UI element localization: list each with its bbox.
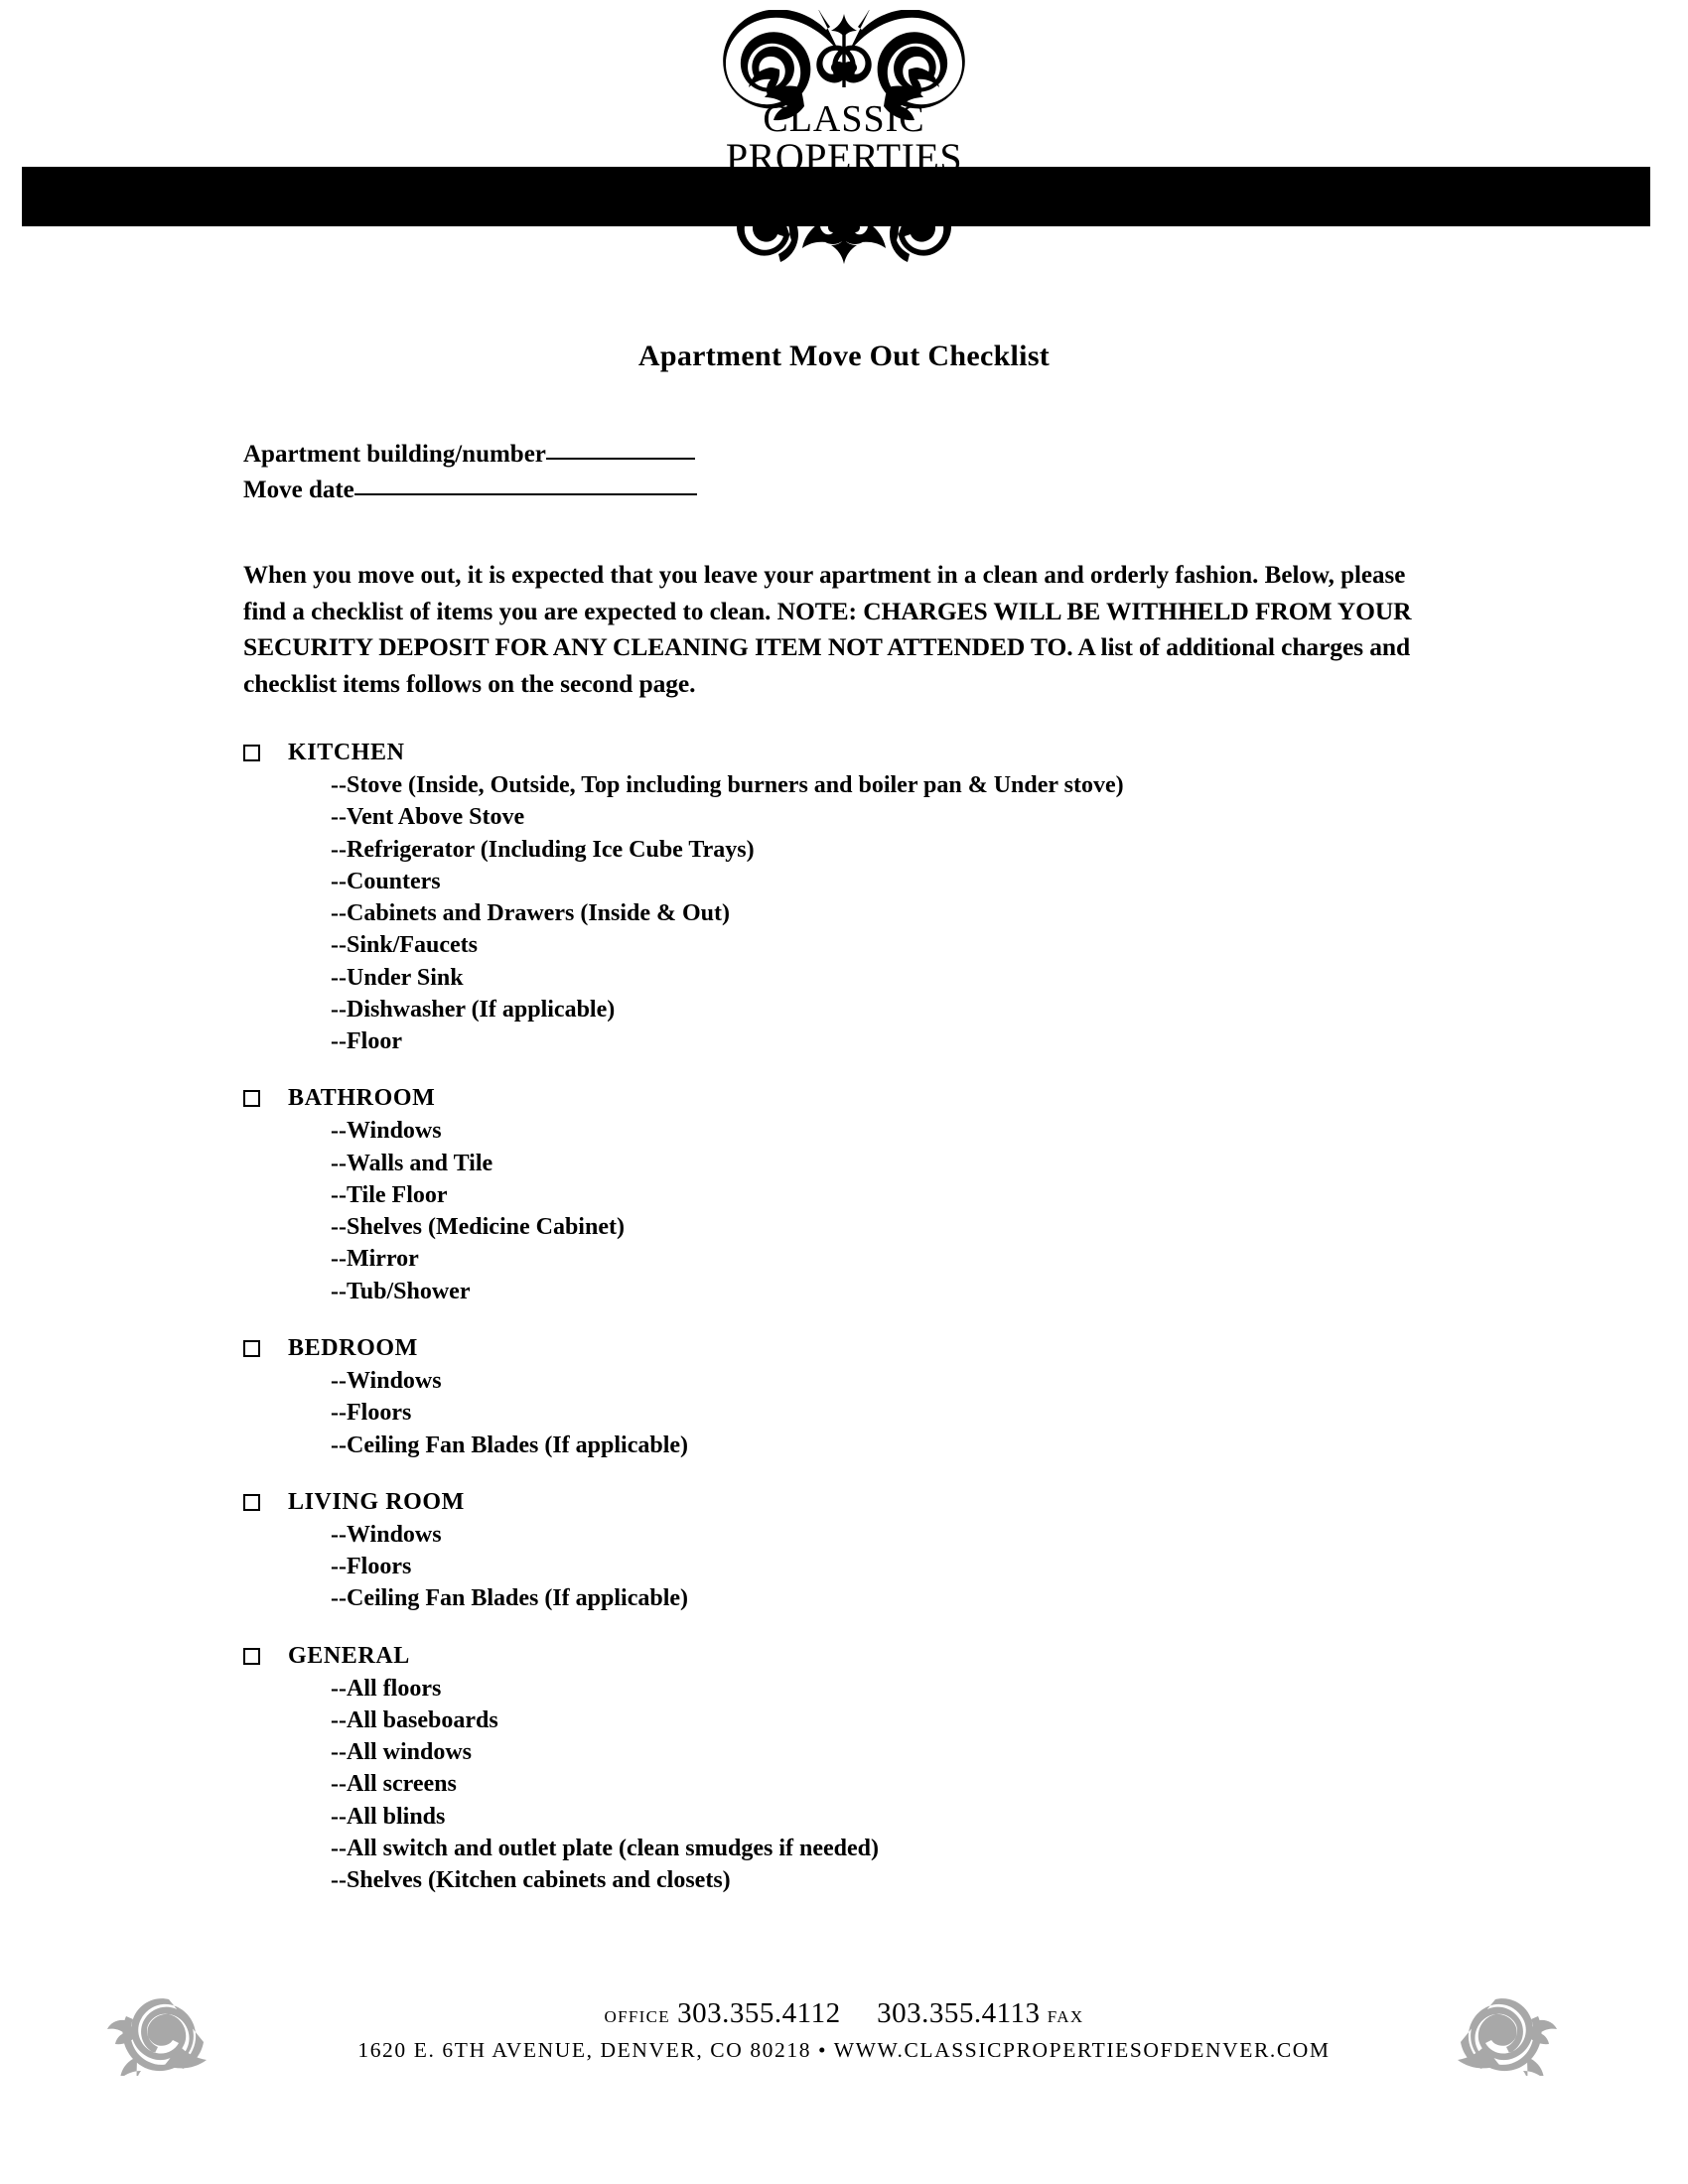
checklist-section — [243, 1643, 1455, 1897]
logo-text-of-denver: OF DENVER — [783, 182, 905, 201]
company-logo — [0, 10, 1688, 268]
checkbox-general[interactable] — [243, 1648, 260, 1665]
section-items — [243, 1519, 1455, 1615]
checklist-item: --Cabinets and Drawers (Inside & Out) — [331, 900, 730, 927]
page-title: Apartment Move Out Checklist — [637, 340, 1051, 372]
document-footer — [0, 1985, 1688, 2134]
checkbox-kitchen[interactable] — [243, 745, 260, 761]
checklist-item: --Shelves (Kitchen cabinets and closets) — [331, 1867, 731, 1894]
intro-paragraph — [243, 559, 1415, 702]
field-apartment-building-label: Apartment building/number — [243, 441, 546, 468]
section-header-general — [243, 1643, 1455, 1670]
checklist-item: --Walls and Tile — [331, 1150, 493, 1176]
footer-phone-line — [248, 1997, 1440, 2030]
field-apartment-building-input[interactable] — [546, 441, 695, 460]
checklist-section — [243, 1489, 1455, 1615]
checkbox-bedroom[interactable] — [243, 1340, 260, 1357]
footer-fax-phone: 303.355.4113 — [877, 1997, 1041, 2029]
checklist-item: --Floors — [331, 1554, 412, 1580]
checklist-item: --Tile Floor — [331, 1181, 448, 1208]
section-header-kitchen — [243, 740, 1455, 766]
checklist-item: --Stove (Inside, Outside, Top including burners and boiler pan & Under stove) — [331, 772, 1124, 798]
intro-text: When you move out, it is expected that you leave your apartment in a clean and orderly fashion. Below, please find a checklist of items you are expected to clean. — [243, 562, 1406, 625]
field-move-date-label: Move date — [243, 476, 354, 503]
document-body — [243, 437, 1455, 1896]
checklist-item: --All baseboards — [331, 1706, 498, 1733]
footer-office-phone: 303.355.4112 — [677, 1997, 841, 2029]
intro-note: NOTE: CHARGES WILL BE WITHHELD FROM YOUR SECURITY DEPOSIT FOR ANY CLEANING ITEM NOT ATTENDED TO. A list of additional charges and checklist items follows on the second page. — [243, 596, 1412, 698]
checklist — [243, 740, 1455, 1896]
flourish-ornament-right-icon — [1438, 1991, 1557, 2076]
section-items — [243, 769, 1455, 1057]
checklist-item: --Ceiling Fan Blades (If applicable) — [331, 1432, 689, 1458]
section-title: KITCHEN — [288, 740, 405, 765]
section-header-bathroom — [243, 1085, 1455, 1112]
checklist-item: --All switch and outlet plate (clean smudges if needed) — [331, 1835, 879, 1861]
checklist-section — [243, 1085, 1455, 1307]
checklist-item: --All floors — [331, 1675, 442, 1702]
logo-text-classic: CLASSIC — [763, 98, 925, 140]
footer-contact — [248, 1997, 1440, 2063]
checklist-item: --Windows — [331, 1521, 442, 1548]
field-move-date — [243, 473, 1455, 508]
checklist-item: --Floors — [331, 1400, 412, 1427]
ornate-flourish-logo-icon — [675, 10, 1013, 268]
checklist-item: --Floor — [331, 1028, 402, 1055]
section-items — [243, 1115, 1455, 1307]
checklist-item: --Windows — [331, 1118, 442, 1145]
checklist-item: --Counters — [331, 868, 441, 894]
checklist-item: --Shelves (Medicine Cabinet) — [331, 1214, 625, 1241]
checklist-item: --Vent Above Stove — [331, 804, 525, 831]
checklist-item: --All screens — [331, 1771, 457, 1798]
footer-address-line: 1620 E. 6TH AVENUE, DENVER, CO 80218 • WWW.CLASSICPROPERTIESOFDENVER.COM — [357, 2038, 1331, 2062]
document-header — [0, 0, 1688, 372]
footer-fax-label: FAX — [1047, 2007, 1084, 2026]
section-items — [243, 1365, 1455, 1461]
checklist-item: --All blinds — [331, 1803, 446, 1830]
field-move-date-input[interactable] — [354, 477, 697, 495]
checkbox-living-room[interactable] — [243, 1494, 260, 1511]
checklist-item: --Tub/Shower — [331, 1278, 471, 1304]
section-items — [243, 1673, 1455, 1897]
checklist-item: --Windows — [331, 1367, 442, 1394]
checkbox-bathroom[interactable] — [243, 1090, 260, 1107]
section-header-bedroom — [243, 1335, 1455, 1362]
section-title: LIVING ROOM — [288, 1488, 465, 1515]
flourish-ornament-left-icon — [107, 1991, 226, 2076]
checklist-section — [243, 740, 1455, 1057]
checklist-item: --Under Sink — [331, 964, 464, 991]
section-title: BATHROOM — [288, 1085, 436, 1112]
footer-office-label: OFFICE — [604, 2007, 670, 2026]
section-header-living-room — [243, 1489, 1455, 1516]
checklist-section — [243, 1335, 1455, 1461]
field-apartment-building — [243, 437, 1455, 473]
logo-text-properties: PROPERTIES — [725, 135, 963, 180]
checklist-item: --Refrigerator (Including Ice Cube Trays) — [331, 836, 755, 863]
checklist-item: --Ceiling Fan Blades (If applicable) — [331, 1585, 689, 1612]
section-title: GENERAL — [288, 1642, 410, 1669]
checklist-item: --Mirror — [331, 1246, 419, 1273]
section-title: BEDROOM — [288, 1334, 418, 1361]
checklist-item: --Dishwasher (If applicable) — [331, 996, 616, 1023]
checklist-item: --All windows — [331, 1739, 473, 1766]
checklist-item: --Sink/Faucets — [331, 932, 479, 959]
